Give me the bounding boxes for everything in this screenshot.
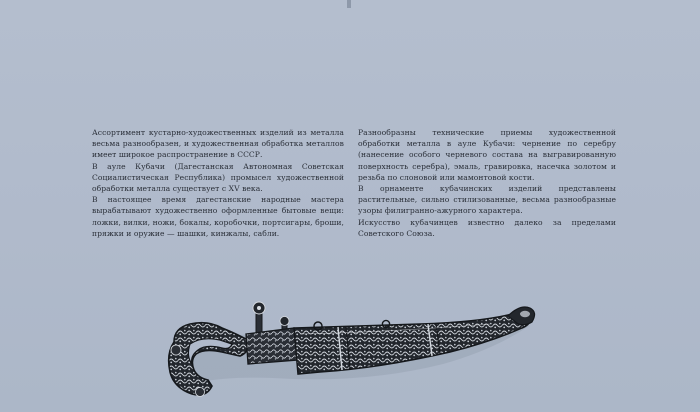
right-paragraph-2: В орнаменте кубачинских изделий представлены растительные, сильно стилизованные, весьма разнообразные узоры филигранно-ажурного характера. [358,184,616,216]
right-text-column [358,127,616,239]
left-paragraph-1: Ассортимент кустарно-художественных изделий из металла весьма разнообразен, и художественная обработка металлов имеет широкое распространение в СССР. [92,128,344,160]
left-paragraph-2: В ауле Кубачи (Дагестанская Автономная Советская Социалистическая Республика) промысел художественной обработки металла существует с XV века. [92,161,344,194]
page-fold-mark [347,0,351,8]
left-paragraph-3: В настоящее время дагестанские народные мастера вырабатывают художественно оформленные бытовые вещи: ложки, вилки, ножи, бокалы, коробочки, портсигары, броши, пряжки и оружие — шашки, кинжалы, сабли. [92,195,344,238]
ornamented-sabre-illustration [160,294,540,412]
right-paragraph-3: Искусство кубачинцев известно далеко за пределами Советского Союза. [358,217,616,238]
left-text-column [92,127,344,239]
right-paragraph-1: Разнообразны технические приемы художественной обработки металла в ауле Кубачи: чернение по серебру (нанесение особого черневого состава на выгравированную поверхность серебра), эмаль, гравировка, насечка золотом и резьба по слоновой или мамонтовой кости. [358,128,616,182]
ornamented-sabre-icon [160,294,540,412]
